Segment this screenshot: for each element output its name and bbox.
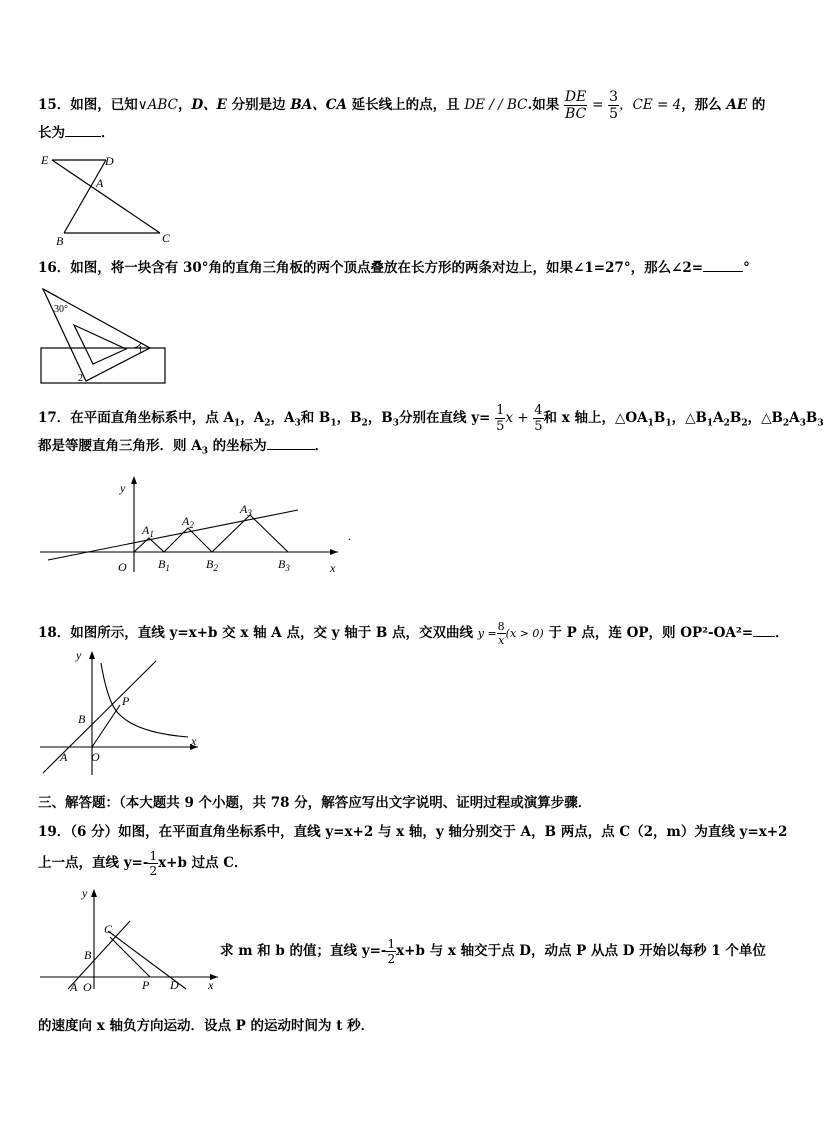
fraction-1-2: $\frac{1}{2}$	[149, 849, 158, 878]
label-y: y	[120, 481, 126, 495]
fraction-8-x: $\frac{8}{x}$	[497, 620, 505, 647]
label-B3: $B_3$	[278, 557, 290, 573]
label-A2: $A_2$	[182, 514, 194, 530]
q15-line2: 长为 ．	[38, 125, 115, 141]
q19-line1: 19．（6 分）如图，在平面直角坐标系中，直线 y=x+2 与 x 轴，y 轴分别交于 A，B 两点，点 C（2，m）为直线 y=x+2	[38, 824, 788, 840]
label-E: E	[41, 153, 49, 167]
answer-blank[interactable]	[267, 449, 315, 450]
label-B: B	[78, 712, 86, 726]
answer-blank[interactable]	[703, 271, 743, 272]
label-A: A	[60, 750, 68, 764]
fraction-4-5: $\frac{4}{5}$	[534, 403, 543, 434]
q16-figure	[38, 285, 173, 385]
q16-line: 16．如图，将一块含有 30°角的直角三角板的两个顶点叠放在长方形的两条对边上，如果∠1=27°，那么∠2= °	[38, 260, 750, 276]
q18-line: 18．如图所示，直线 y=x+b 交 x 轴 A 点，交 y 轴于 B 点，交双曲线 y = $\frac{8}{x}$ (x > 0) 于 P 点，连 OP，则 OP²-OA²= ．	[38, 620, 789, 647]
label-B: B	[56, 234, 64, 248]
label-B: B	[84, 948, 92, 962]
label-C: C	[162, 231, 171, 245]
label-O: O	[91, 750, 100, 764]
label-1: 1	[138, 345, 143, 356]
label-x: x	[330, 561, 336, 575]
label-O: O	[83, 980, 92, 994]
label-B2: $B_2$	[206, 557, 218, 573]
label-D: D	[105, 154, 114, 168]
label-P: P	[122, 694, 130, 708]
q18-figure	[38, 645, 208, 780]
stray-dot: .	[348, 529, 351, 543]
label-O: O	[118, 560, 127, 574]
label-A3: $A_3$	[240, 502, 252, 518]
label-y: y	[82, 886, 88, 900]
label-C: C	[104, 922, 113, 936]
q19-figure	[38, 885, 228, 995]
label-A: A	[96, 176, 104, 190]
answer-blank[interactable]	[753, 636, 775, 637]
q17-figure	[38, 470, 358, 580]
section-3-heading: 三、解答题：（本大题共 9 个小题，共 78 分，解答应写出文字说明、证明过程或演算步骤．	[38, 795, 592, 811]
label-x: x	[191, 734, 197, 748]
label-D: D	[170, 978, 179, 992]
q15-line1: 15．如图，已知∨ABC，D、E 分别是边 BA、CA 延长线上的点，且 DE / / BC.如果 $\frac{DE}{BC}$ = $\frac{3}{5}$ ，CE = 4，那么 AE 的	[38, 89, 766, 122]
label-B1: $B_1$	[158, 557, 170, 573]
q17-line1: 17．在平面直角坐标系中，点 $A_1$，$A_2$，$A_3$和 $B_1$，$B_2$，$B_3$分别在直线 y= $\frac{1}{5}$ x + $\frac{4}{5}$ 和 x 轴上，$\triangle OA_1B_1$，$\triangle B_1A_2B_2$，$\triangle B_2A_3B_3$	[38, 403, 824, 434]
question-number: 15．	[38, 97, 71, 113]
rectangle	[41, 348, 165, 383]
q15-figure	[38, 150, 188, 248]
q19-line3: 求 m 和 b 的值；直线 y=- $\frac{1}{2}$ x+b 与 x 轴交于点 D，动点 P 从点 D 开始以每秒 1 个单位	[220, 937, 766, 966]
label-2: 2	[78, 373, 83, 384]
label-A: A	[70, 980, 78, 994]
label-P: P	[142, 978, 150, 992]
q19-line4: 的速度向 x 轴负方向运动．设点 P 的运动时间为 t 秒．	[38, 1018, 375, 1034]
label-A1: $A_1$	[142, 523, 154, 539]
fraction-1-2: $\frac{1}{2}$	[387, 937, 396, 966]
label-30: 30°	[54, 304, 68, 315]
fraction-1-5: $\frac{1}{5}$	[496, 403, 505, 434]
q19-line2: 上一点，直线 y=- $\frac{1}{2}$ x+b 过点 C．	[38, 849, 248, 878]
fraction-3-5: $\frac{3}{5}$	[609, 89, 619, 122]
q17-line2: 都是等腰直角三角形．则 $A_3$ 的坐标为 ．	[38, 438, 329, 457]
fraction-de-bc: $\frac{DE}{BC}$	[564, 89, 587, 122]
label-y: y	[76, 648, 82, 662]
label-x: x	[208, 978, 214, 992]
answer-blank[interactable]	[65, 136, 101, 137]
